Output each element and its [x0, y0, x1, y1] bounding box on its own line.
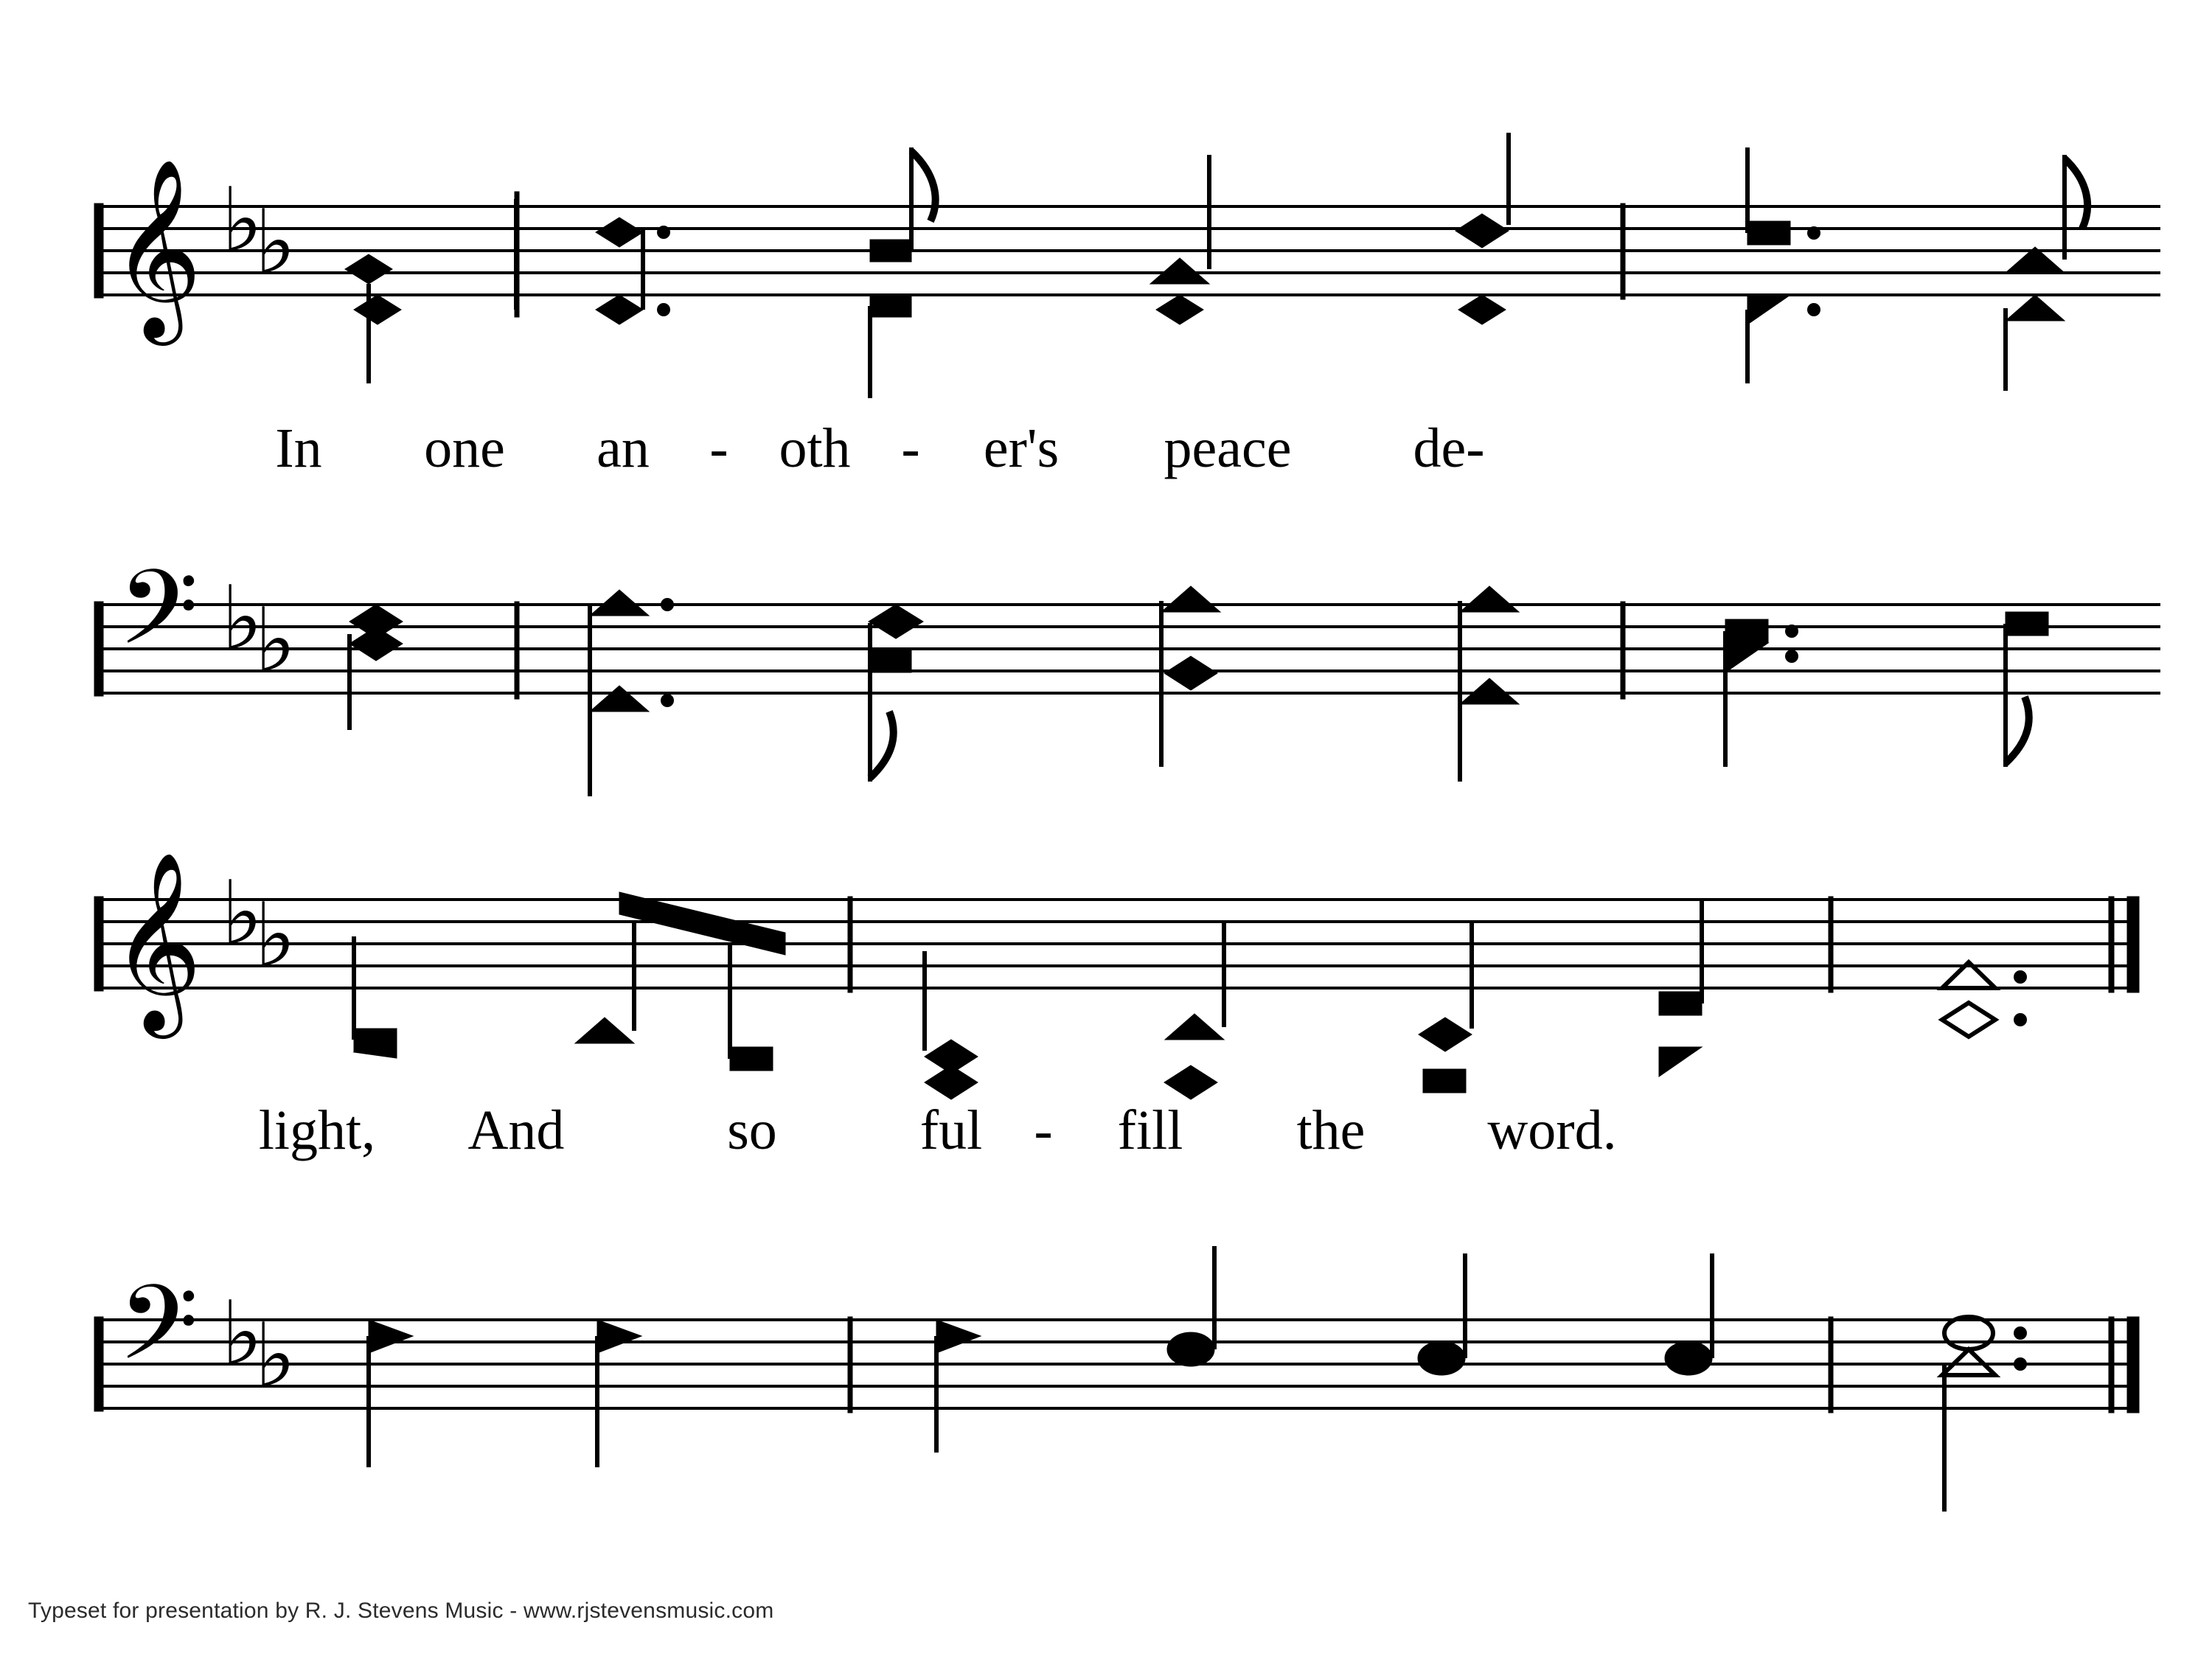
shape-note-triangle — [1460, 678, 1519, 704]
shape-note-diamond — [925, 1065, 978, 1099]
note-flag — [911, 151, 936, 221]
note-head — [1418, 1341, 1465, 1375]
augmentation-dot — [661, 598, 674, 611]
augmentation-dot — [1807, 303, 1820, 316]
note-group — [1167, 1246, 1214, 1366]
barline — [1829, 897, 1833, 992]
augmentation-dot — [2014, 1326, 2027, 1340]
shape-note-diamond — [1455, 214, 1509, 248]
shape-note-square — [870, 295, 911, 317]
shape-note-triangle — [1165, 1014, 1224, 1040]
note-flag — [870, 712, 894, 778]
lyric-hyphen: - — [901, 417, 920, 479]
shape-note-diamond — [596, 295, 643, 324]
shape-note-triangle — [1460, 586, 1519, 612]
shape-note-triangle — [590, 686, 649, 712]
note-group — [1460, 586, 1519, 782]
note-group — [1942, 1317, 2027, 1512]
shape-note-triangle — [1150, 258, 1209, 284]
shape-note-open-diamond — [1942, 1003, 1995, 1037]
treble-clef-icon: 𝄞 — [111, 157, 203, 338]
augmentation-dot — [1785, 650, 1798, 663]
lyric-syllable: And — [467, 1099, 565, 1161]
barline — [1829, 1317, 1833, 1413]
flat-icon: ♭ — [254, 1305, 296, 1408]
shape-note-square — [730, 1047, 773, 1071]
shape-note-triangle — [590, 590, 649, 616]
treble-left-barline — [94, 204, 103, 298]
lyric-syllable: the — [1296, 1099, 1366, 1161]
shape-note-flag-head — [597, 1320, 641, 1353]
final-barline — [2127, 897, 2139, 992]
bass-left-barline — [94, 602, 103, 696]
flat-icon: ♭ — [221, 1283, 263, 1385]
shape-note-triangle — [1161, 586, 1220, 612]
augmentation-dot — [2014, 1013, 2027, 1026]
system-1-notation — [0, 0, 2212, 811]
shape-note-diamond — [1164, 1065, 1217, 1099]
lyric-syllable: de- — [1413, 417, 1485, 479]
shape-note-square — [1659, 992, 1702, 1015]
treble-clef-icon: 𝄞 — [111, 850, 203, 1031]
flat-icon: ♭ — [221, 863, 263, 965]
lyric-syllable: word. — [1487, 1099, 1617, 1161]
lyric-syllable: an — [597, 417, 650, 479]
augmentation-dot — [1807, 226, 1820, 240]
shape-note-square — [1423, 1069, 1466, 1093]
shape-note-triangle — [575, 1018, 634, 1043]
note-group — [1418, 1253, 1465, 1375]
shape-note-square — [1725, 619, 1768, 643]
flat-icon: ♭ — [221, 170, 263, 272]
note-group — [1747, 147, 1820, 383]
barline — [2109, 1317, 2114, 1413]
shape-note-diamond — [1458, 295, 1506, 324]
flat-icon: ♭ — [221, 568, 263, 670]
note-flag — [2006, 697, 2029, 763]
note-group — [925, 951, 978, 1099]
barline — [2109, 897, 2114, 992]
note-group — [1665, 1253, 1712, 1375]
augmentation-dot — [661, 694, 674, 707]
bass-left-barline — [94, 1317, 103, 1411]
note-group — [596, 218, 670, 324]
lyric-syllable: light, — [258, 1099, 376, 1161]
note-group — [354, 936, 397, 1058]
music-system-1 — [0, 0, 2212, 811]
lyric-syllable: peace — [1164, 417, 1292, 479]
lyric-syllable: In — [275, 417, 322, 479]
music-system-2 — [0, 804, 2212, 1585]
note-head — [1167, 1332, 1214, 1366]
note-group — [2006, 612, 2048, 767]
flat-icon: ♭ — [254, 590, 296, 692]
lyric-syllable: so — [727, 1099, 777, 1161]
flat-icon: ♭ — [254, 192, 296, 294]
treble-staff-lines — [96, 206, 2160, 295]
lyric-syllable: ful — [919, 1099, 983, 1161]
barline — [1621, 602, 1625, 699]
shape-note-diamond — [1164, 656, 1217, 690]
open-note-head — [1944, 1317, 1993, 1349]
shape-note-square — [870, 240, 911, 262]
shape-note-square — [1747, 221, 1790, 245]
barline — [1621, 204, 1625, 299]
lyric-hyphen: - — [709, 417, 728, 479]
augmentation-dot — [2014, 970, 2027, 984]
shape-note-diamond — [1419, 1018, 1472, 1051]
shape-note-diamond — [596, 218, 643, 247]
lyric-syllable: er's — [983, 417, 1060, 479]
augmentation-dot — [2014, 1357, 2027, 1371]
treble-left-barline — [94, 897, 103, 991]
system-2-notation — [0, 804, 2212, 1585]
lyric-syllable: fill — [1117, 1099, 1183, 1161]
shape-note-diamond — [345, 254, 392, 284]
shape-note-flag-head — [936, 1320, 981, 1353]
shape-note-square — [870, 649, 911, 672]
bass-staff-lines — [96, 605, 2160, 693]
shape-note-diamond — [349, 627, 403, 661]
flat-icon: ♭ — [254, 885, 296, 987]
shape-note-square — [2006, 612, 2048, 636]
final-barline — [2127, 1317, 2139, 1413]
note-group — [1164, 922, 1224, 1099]
shape-note-triangle — [2006, 295, 2065, 321]
shape-note-diamond — [354, 295, 401, 324]
barline — [515, 602, 519, 699]
bass-clef-icon: 𝄢 — [118, 548, 199, 694]
barline — [848, 897, 852, 992]
note-group — [1150, 155, 1209, 324]
shape-note-flag-head — [1659, 1047, 1702, 1077]
typeset-credit: Typeset for presentation by R. J. Stevens Music - www.rjstevensmusic.com — [28, 1599, 774, 1623]
barline — [515, 192, 519, 317]
lyric-line-2 — [221, 1099, 2153, 1163]
shape-note-flag-head — [369, 1320, 413, 1353]
shape-note-open-triangle — [1942, 1349, 1995, 1375]
shape-note-flag-head — [1725, 643, 1768, 672]
note-head — [1665, 1341, 1712, 1375]
bass-clef-icon: 𝄢 — [118, 1263, 199, 1409]
shape-note-diamond — [1156, 295, 1203, 324]
augmentation-dot — [1785, 625, 1798, 638]
note-flag — [2065, 159, 2087, 229]
beamed-note-group — [575, 892, 785, 1071]
augmentation-dot — [657, 303, 670, 316]
note-group — [349, 605, 403, 730]
beam — [619, 892, 785, 955]
barline — [848, 1317, 852, 1413]
lyric-hyphen: - — [1034, 1099, 1053, 1161]
lyric-syllable: oth — [779, 417, 851, 479]
note-group — [1161, 586, 1220, 767]
shape-note-diamond — [869, 605, 923, 639]
lyric-line-1 — [221, 417, 2153, 481]
note-group — [1942, 962, 2027, 1037]
shape-note-flag-head — [1747, 295, 1790, 324]
lyric-syllable: one — [424, 417, 505, 479]
augmentation-dot — [657, 226, 670, 239]
